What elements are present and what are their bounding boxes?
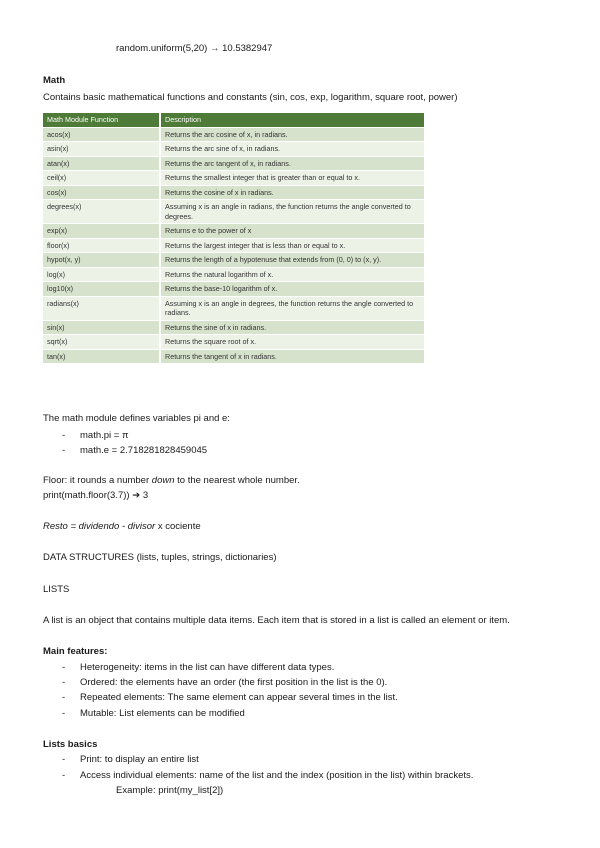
main-features-heading: Main features: — [43, 646, 108, 657]
floor-note-prefix: Floor: it rounds a number — [43, 475, 152, 486]
feature-item: Ordered: the elements have an order (the first position in the list is the 0). — [80, 677, 388, 688]
bullet-dash: - — [62, 445, 66, 456]
table-row — [43, 282, 424, 297]
function-name: log10(x) — [43, 282, 160, 297]
table-header-function: Math Module Function — [43, 113, 160, 127]
function-description: Returns the tangent of x in radians. — [160, 349, 424, 364]
math-heading: Math — [43, 75, 66, 86]
bullet-dash: - — [62, 708, 66, 719]
feature-item: Mutable: List elements can be modified — [80, 708, 245, 719]
function-description: Returns the length of a hypotenuse that extends from (0, 0) to (x, y). — [160, 253, 424, 268]
basics-item: Access individual elements: name of the list and the index (position in the list) within brackets. — [80, 770, 474, 781]
function-name: log(x) — [43, 267, 160, 282]
function-description: Returns the arc cosine of x, in radians. — [160, 127, 424, 142]
function-name: ceil(x) — [43, 171, 160, 186]
function-description: Assuming x is an angle in degrees, the function returns the angle converted to radians. — [160, 296, 424, 320]
floor-note — [43, 475, 300, 487]
function-description: Returns e to the power of x — [160, 224, 424, 239]
table-row — [43, 171, 424, 186]
table-row — [43, 200, 424, 224]
function-description: Returns the natural logarithm of x. — [160, 267, 424, 282]
floor-code-example: print(math.floor(3.7)) ➔ 3 — [43, 490, 149, 501]
bullet-dash: - — [62, 662, 66, 673]
table-row — [43, 185, 424, 200]
table-row — [43, 349, 424, 364]
bullet-dash: - — [62, 692, 66, 703]
function-description: Returns the largest integer that is less than or equal to x. — [160, 238, 424, 253]
function-description: Returns the arc sine of x, in radians. — [160, 142, 424, 157]
lists-heading: LISTS — [43, 584, 70, 595]
math-functions-table — [43, 113, 424, 364]
table-row — [43, 238, 424, 253]
list-definition: A list is an object that contains multiple data items. Each item that is stored in a list is called an element or item. — [43, 615, 510, 626]
table-row — [43, 267, 424, 282]
table-header-description: Description — [160, 113, 424, 127]
bullet-dash: - — [62, 677, 66, 688]
table-row — [43, 335, 424, 350]
math-description: Contains basic mathematical functions and constants (sin, cos, exp, logarithm, square root, power) — [43, 92, 458, 103]
bullet-dash: - — [62, 430, 66, 441]
table-row — [43, 320, 424, 335]
table-row — [43, 224, 424, 239]
function-name: atan(x) — [43, 156, 160, 171]
variable-pi: math.pi = π — [80, 430, 129, 441]
bullet-dash: - — [62, 754, 66, 765]
function-description: Returns the sine of x in radians. — [160, 320, 424, 335]
function-description: Assuming x is an angle in radians, the function returns the angle converted to degrees. — [160, 200, 424, 224]
function-name: tan(x) — [43, 349, 160, 364]
resto-formula — [43, 521, 201, 533]
table-row — [43, 253, 424, 268]
data-structures-heading: DATA STRUCTURES (lists, tuples, strings, dictionaries) — [43, 552, 277, 563]
random-uniform-example: random.uniform(5,20) → 10.5382947 — [116, 43, 273, 54]
function-name: exp(x) — [43, 224, 160, 239]
feature-item: Heterogeneity: items in the list can have different data types. — [80, 662, 335, 673]
function-description: Returns the base-10 logarithm of x. — [160, 282, 424, 297]
function-description: Returns the smallest integer that is greater than or equal to x. — [160, 171, 424, 186]
floor-note-suffix: to the nearest whole number. — [174, 475, 300, 486]
function-description: Returns the cosine of x in radians. — [160, 185, 424, 200]
function-description: Returns the arc tangent of x, in radians. — [160, 156, 424, 171]
variables-intro: The math module defines variables pi and e: — [43, 413, 230, 424]
function-name: sqrt(x) — [43, 335, 160, 350]
function-name: radians(x) — [43, 296, 160, 320]
floor-note-emphasis: down — [151, 475, 175, 486]
table-row — [43, 127, 424, 142]
function-name: cos(x) — [43, 185, 160, 200]
function-name: acos(x) — [43, 127, 160, 142]
table-row — [43, 296, 424, 320]
table-header-row — [43, 113, 424, 127]
lists-basics-heading: Lists basics — [43, 739, 98, 750]
function-name: hypot(x, y) — [43, 253, 160, 268]
function-description: Returns the square root of x. — [160, 335, 424, 350]
resto-italic: Resto = dividendo - divisor — [43, 521, 156, 532]
function-name: floor(x) — [43, 238, 160, 253]
resto-plain: x cociente — [155, 521, 201, 532]
table-row — [43, 142, 424, 157]
table-row — [43, 156, 424, 171]
feature-item: Repeated elements: The same element can appear several times in the list. — [80, 692, 398, 703]
function-name: degrees(x) — [43, 200, 160, 224]
function-name: sin(x) — [43, 320, 160, 335]
function-name: asin(x) — [43, 142, 160, 157]
bullet-dash: - — [62, 770, 66, 781]
basics-example: Example: print(my_list[2]) — [116, 785, 224, 796]
variable-e: math.e = 2.718281828459045 — [80, 445, 208, 456]
basics-item: Print: to display an entire list — [80, 754, 199, 765]
